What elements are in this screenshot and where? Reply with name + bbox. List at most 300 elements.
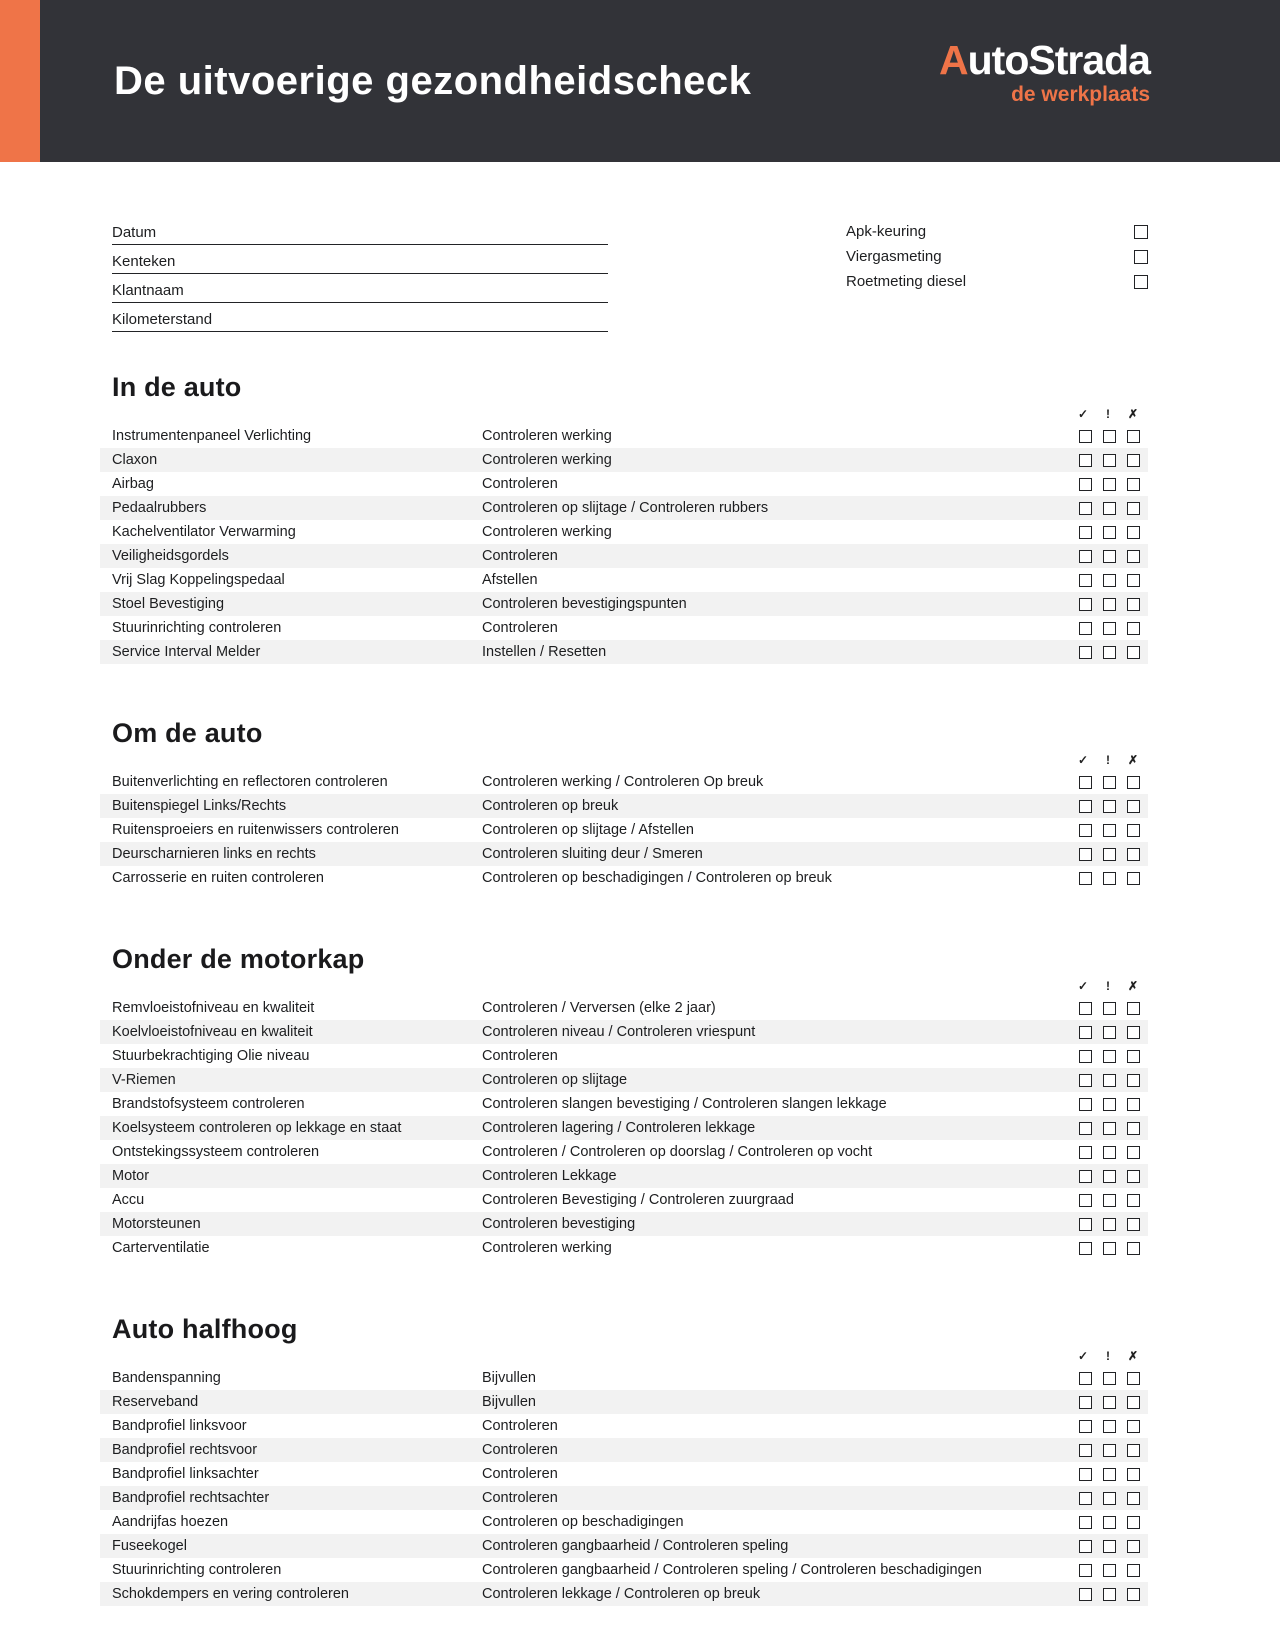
checkbox-warn[interactable]: [1103, 800, 1116, 813]
row-checkboxes: [1079, 1420, 1140, 1433]
table-row: [100, 1438, 1148, 1462]
checkbox-fail[interactable]: [1127, 646, 1140, 659]
row-item-label: Bandprofiel rechtsachter: [112, 1490, 270, 1506]
checkbox-warn[interactable]: [1103, 776, 1116, 789]
table-row: [100, 1236, 1148, 1260]
table-row: [100, 770, 1148, 794]
row-item-label: Deurscharnieren links en rechts: [112, 846, 316, 862]
row-checkboxes: [1079, 1218, 1140, 1231]
row-checkboxes: [1079, 1026, 1140, 1039]
roetmeting-diesel-checkbox[interactable]: [1134, 275, 1148, 289]
checkbox-ok[interactable]: [1079, 1002, 1092, 1015]
table-row: [100, 496, 1148, 520]
checkbox-fail[interactable]: [1127, 478, 1140, 491]
checkbox-warn[interactable]: [1103, 824, 1116, 837]
row-checkboxes: [1079, 824, 1140, 837]
cross-icon: ✗: [1127, 979, 1139, 993]
checkbox-ok[interactable]: [1079, 1242, 1092, 1255]
table-row: [100, 866, 1148, 890]
checkbox-warn[interactable]: [1103, 430, 1116, 443]
row-item-label: Reserveband: [112, 1394, 199, 1410]
viergasmeting-checkbox[interactable]: [1134, 250, 1148, 264]
checkbox-warn[interactable]: [1103, 1002, 1116, 1015]
table-row: [100, 424, 1148, 448]
section-title: Om de auto: [112, 718, 263, 748]
checkbox-fail[interactable]: [1127, 1122, 1140, 1135]
row-item-label: Remvloeistofniveau en kwaliteit: [112, 1000, 315, 1016]
field-kenteken-label: Kenteken: [112, 253, 176, 270]
table-row: [100, 1212, 1148, 1236]
option-apk-keuring-label: Apk-keuring: [846, 223, 927, 240]
table-row: [100, 592, 1148, 616]
checkbox-warn[interactable]: [1103, 622, 1116, 635]
check-icon: ✓: [1077, 753, 1089, 767]
checkbox-warn[interactable]: [1103, 1492, 1116, 1505]
row-action-label: Controleren: [482, 1490, 558, 1506]
row-checkboxes: [1079, 1194, 1140, 1207]
row-checkboxes: [1079, 1468, 1140, 1481]
checkbox-warn[interactable]: [1103, 1122, 1116, 1135]
row-action-label: Controleren lekkage / Controleren op breuk: [482, 1586, 761, 1602]
row-action-label: Controleren Bevestiging / Controleren zuurgraad: [482, 1192, 794, 1208]
cross-icon: ✗: [1127, 407, 1139, 421]
checkbox-ok[interactable]: [1079, 800, 1092, 813]
row-action-label: Controleren / Controleren op doorslag / Controleren op vocht: [482, 1144, 873, 1160]
row-item-label: Bandprofiel rechtsvoor: [112, 1442, 258, 1458]
table-row: [100, 1558, 1148, 1582]
checkbox-ok[interactable]: [1079, 1122, 1092, 1135]
checkbox-warn[interactable]: [1103, 1588, 1116, 1601]
table-row: [100, 1068, 1148, 1092]
row-item-label: Bandprofiel linksvoor: [112, 1418, 247, 1434]
row-action-label: Controleren werking: [482, 524, 612, 540]
row-checkboxes: [1079, 478, 1140, 491]
row-checkboxes: [1079, 1146, 1140, 1159]
checkbox-warn[interactable]: [1103, 872, 1116, 885]
row-checkboxes: [1079, 454, 1140, 467]
table-row: [100, 842, 1148, 866]
row-item-label: Bandenspanning: [112, 1370, 221, 1386]
checkbox-ok[interactable]: [1079, 430, 1092, 443]
table-row: [100, 472, 1148, 496]
checkbox-warn[interactable]: [1103, 478, 1116, 491]
checkbox-ok[interactable]: [1079, 1468, 1092, 1481]
checkbox-ok[interactable]: [1079, 1026, 1092, 1039]
row-checkboxes: [1079, 1516, 1140, 1529]
checkbox-warn[interactable]: [1103, 1420, 1116, 1433]
row-checkboxes: [1079, 1372, 1140, 1385]
accent-stripe: [0, 0, 40, 162]
row-action-label: Controleren gangbaarheid / Controleren speling: [482, 1538, 789, 1554]
row-action-label: Controleren lagering / Controleren lekkage: [482, 1120, 756, 1136]
row-checkboxes: [1079, 1050, 1140, 1063]
checkbox-warn[interactable]: [1103, 1242, 1116, 1255]
row-action-label: Controleren: [482, 1442, 558, 1458]
check-icon: ✓: [1077, 407, 1089, 421]
exclamation-icon: !: [1106, 979, 1110, 993]
checkbox-ok[interactable]: [1079, 622, 1092, 635]
table-row: [100, 1116, 1148, 1140]
checkbox-fail[interactable]: [1127, 622, 1140, 635]
checkbox-ok[interactable]: [1079, 646, 1092, 659]
checkbox-ok[interactable]: [1079, 1540, 1092, 1553]
row-checkboxes: [1079, 1074, 1140, 1087]
checkbox-ok[interactable]: [1079, 1170, 1092, 1183]
table-row: [100, 640, 1148, 664]
logo-tagline: de werkplaats: [1011, 83, 1150, 106]
row-item-label: Vrij Slag Koppelingspedaal: [112, 572, 285, 588]
row-checkboxes: [1079, 1242, 1140, 1255]
checkbox-ok[interactable]: [1079, 454, 1092, 467]
option-apk-keuring: [846, 219, 1148, 244]
document-header: [0, 0, 1280, 162]
logo-accent-letter: A: [939, 37, 968, 83]
checkbox-warn[interactable]: [1103, 646, 1116, 659]
checkbox-fail[interactable]: [1127, 1242, 1140, 1255]
checkbox-fail[interactable]: [1127, 776, 1140, 789]
row-item-label: Aandrijfas hoezen: [112, 1514, 229, 1530]
checkbox-ok[interactable]: [1079, 872, 1092, 885]
row-action-label: Controleren niveau / Controleren vriespunt: [482, 1024, 756, 1040]
field-kenteken[interactable]: [112, 245, 608, 274]
check-icon: ✓: [1077, 979, 1089, 993]
checkbox-ok[interactable]: [1079, 550, 1092, 563]
row-item-label: Buitenverlichting en reflectoren controleren: [112, 774, 388, 790]
table-row: [100, 1582, 1148, 1606]
row-checkboxes: [1079, 1540, 1140, 1553]
checkbox-fail[interactable]: [1127, 1396, 1140, 1409]
checkbox-ok[interactable]: [1079, 502, 1092, 515]
row-checkboxes: [1079, 1002, 1140, 1015]
table-row: [100, 1164, 1148, 1188]
status-column-icons: [100, 753, 1148, 767]
checkbox-fail[interactable]: [1127, 848, 1140, 861]
table-row: [100, 1020, 1148, 1044]
checkbox-warn[interactable]: [1103, 598, 1116, 611]
logo-brand-text: utoStrada: [967, 37, 1150, 83]
table-row: [100, 520, 1148, 544]
row-item-label: Pedaalrubbers: [112, 500, 207, 516]
checkbox-fail[interactable]: [1127, 430, 1140, 443]
checkbox-fail[interactable]: [1127, 1492, 1140, 1505]
checkbox-warn[interactable]: [1103, 1564, 1116, 1577]
table-row: [100, 616, 1148, 640]
table-row: [100, 1366, 1148, 1390]
row-item-label: Fuseekogel: [112, 1538, 187, 1554]
checkbox-ok[interactable]: [1079, 1372, 1092, 1385]
checkbox-ok[interactable]: [1079, 1074, 1092, 1087]
status-column-icons: [100, 1349, 1148, 1363]
row-item-label: Stuurinrichting controleren: [112, 1562, 282, 1578]
checkbox-ok[interactable]: [1079, 478, 1092, 491]
table-row: [100, 794, 1148, 818]
checkbox-warn[interactable]: [1103, 1098, 1116, 1111]
row-action-label: Controleren: [482, 1418, 558, 1434]
logo-brand: [939, 37, 1150, 83]
row-action-label: Controleren: [482, 1466, 558, 1482]
checkbox-ok[interactable]: [1079, 526, 1092, 539]
section-title: In de auto: [112, 372, 242, 402]
row-item-label: Accu: [112, 1192, 145, 1208]
row-item-label: Carrosserie en ruiten controleren: [112, 870, 324, 886]
row-action-label: Controleren gangbaarheid / Controleren speling / Controleren beschadigingen: [482, 1562, 982, 1578]
option-viergasmeting: [846, 244, 1148, 269]
row-checkboxes: [1079, 1492, 1140, 1505]
checkbox-warn[interactable]: [1103, 1194, 1116, 1207]
exclamation-icon: !: [1106, 1349, 1110, 1363]
row-checkboxes: [1079, 872, 1140, 885]
checkbox-fail[interactable]: [1127, 1026, 1140, 1039]
row-action-label: Controleren Lekkage: [482, 1168, 617, 1184]
checkbox-warn[interactable]: [1103, 526, 1116, 539]
row-item-label: Airbag: [112, 476, 154, 492]
checkbox-fail[interactable]: [1127, 1420, 1140, 1433]
row-item-label: Claxon: [112, 452, 158, 468]
checkbox-ok[interactable]: [1079, 1098, 1092, 1111]
checkbox-warn[interactable]: [1103, 1516, 1116, 1529]
checkbox-fail[interactable]: [1127, 598, 1140, 611]
row-checkboxes: [1079, 800, 1140, 813]
field-datum[interactable]: [112, 216, 608, 245]
checkbox-fail[interactable]: [1127, 1002, 1140, 1015]
checkbox-warn[interactable]: [1103, 1218, 1116, 1231]
row-item-label: Kachelventilator Verwarming: [112, 524, 296, 540]
checkbox-fail[interactable]: [1127, 1564, 1140, 1577]
form-area: [112, 216, 1148, 332]
checkbox-ok[interactable]: [1079, 1492, 1092, 1505]
checkbox-warn[interactable]: [1103, 1170, 1116, 1183]
row-item-label: V-Riemen: [112, 1072, 176, 1088]
checkbox-fail[interactable]: [1127, 1098, 1140, 1111]
table-row: [100, 1044, 1148, 1068]
checkbox-warn[interactable]: [1103, 550, 1116, 563]
row-item-label: Motor: [112, 1168, 150, 1184]
row-checkboxes: [1079, 622, 1140, 635]
section-in-de-auto: [100, 372, 1148, 664]
field-kilometerstand-label: Kilometerstand: [112, 311, 213, 328]
table-row: [100, 1414, 1148, 1438]
row-checkboxes: [1079, 1170, 1140, 1183]
row-item-label: Schokdempers en vering controleren: [112, 1586, 349, 1602]
field-klantnaam[interactable]: [112, 274, 608, 303]
exclamation-icon: !: [1106, 753, 1110, 767]
checkbox-ok[interactable]: [1079, 1444, 1092, 1457]
checkbox-fail[interactable]: [1127, 1468, 1140, 1481]
checkbox-warn[interactable]: [1103, 1444, 1116, 1457]
row-action-label: Bijvullen: [482, 1370, 536, 1386]
row-item-label: Stuurbekrachtiging Olie niveau: [112, 1048, 310, 1064]
checkbox-warn[interactable]: [1103, 502, 1116, 515]
row-action-label: Controleren sluiting deur / Smeren: [482, 846, 703, 862]
checkbox-warn[interactable]: [1103, 848, 1116, 861]
table-row: [100, 448, 1148, 472]
row-item-label: Bandprofiel linksachter: [112, 1466, 259, 1482]
status-column-icons: [100, 979, 1148, 993]
checkbox-ok[interactable]: [1079, 1588, 1092, 1601]
row-checkboxes: [1079, 1564, 1140, 1577]
checkbox-fail[interactable]: [1127, 1444, 1140, 1457]
row-item-label: Instrumentenpaneel Verlichting: [112, 428, 312, 444]
checkbox-ok[interactable]: [1079, 574, 1092, 587]
row-checkboxes: [1079, 598, 1140, 611]
checkbox-warn[interactable]: [1103, 454, 1116, 467]
table-row: [100, 1510, 1148, 1534]
row-action-label: Bijvullen: [482, 1394, 536, 1410]
checkbox-fail[interactable]: [1127, 1540, 1140, 1553]
checkbox-ok[interactable]: [1079, 598, 1092, 611]
checkbox-ok[interactable]: [1079, 776, 1092, 789]
checkbox-ok[interactable]: [1079, 824, 1092, 837]
option-checks: [846, 216, 1148, 332]
checkbox-ok[interactable]: [1079, 1194, 1092, 1207]
checkbox-warn[interactable]: [1103, 1026, 1116, 1039]
table-row: [100, 1486, 1148, 1510]
page-title: De uitvoerige gezondheidscheck: [114, 58, 752, 103]
row-checkboxes: [1079, 574, 1140, 587]
row-checkboxes: [1079, 550, 1140, 563]
checkbox-warn[interactable]: [1103, 1146, 1116, 1159]
checkbox-warn[interactable]: [1103, 1372, 1116, 1385]
checkbox-ok[interactable]: [1079, 1564, 1092, 1577]
checkbox-ok[interactable]: [1079, 848, 1092, 861]
row-item-label: Stuurinrichting controleren: [112, 620, 282, 636]
checkbox-ok[interactable]: [1079, 1420, 1092, 1433]
row-item-label: Carterventilatie: [112, 1240, 210, 1256]
row-action-label: Controleren: [482, 1048, 558, 1064]
table-row: [100, 1140, 1148, 1164]
row-action-label: Controleren op slijtage / Afstellen: [482, 822, 694, 838]
row-item-label: Ruitensproeiers en ruitenwissers controleren: [112, 822, 399, 838]
row-action-label: Controleren bevestiging: [482, 1216, 636, 1232]
checkbox-fail[interactable]: [1127, 550, 1140, 563]
row-checkboxes: [1079, 1444, 1140, 1457]
row-checkboxes: [1079, 1396, 1140, 1409]
row-item-label: Ontstekingssysteem controleren: [112, 1144, 320, 1160]
row-action-label: Controleren werking: [482, 452, 612, 468]
section-title: Onder de motorkap: [112, 944, 365, 974]
checkbox-fail[interactable]: [1127, 1372, 1140, 1385]
option-roetmeting-diesel: [846, 269, 1148, 294]
field-klantnaam-label: Klantnaam: [112, 282, 184, 299]
row-item-label: Motorsteunen: [112, 1216, 201, 1232]
section-auto-halfhoog: [100, 1314, 1148, 1606]
field-kilometerstand[interactable]: [112, 303, 608, 332]
table-row: [100, 544, 1148, 568]
checkbox-warn[interactable]: [1103, 1468, 1116, 1481]
checkbox-fail[interactable]: [1127, 1218, 1140, 1231]
row-checkboxes: [1079, 430, 1140, 443]
autostrada-logo: [939, 37, 1150, 106]
row-checkboxes: [1079, 526, 1140, 539]
table-row: [100, 996, 1148, 1020]
write-in-fields: [112, 216, 608, 332]
table-row: [100, 1534, 1148, 1558]
row-action-label: Controleren / Verversen (elke 2 jaar): [482, 1000, 716, 1016]
checkbox-warn[interactable]: [1103, 1396, 1116, 1409]
checkbox-fail[interactable]: [1127, 574, 1140, 587]
row-item-label: Koelsysteem controleren op lekkage en staat: [112, 1120, 402, 1136]
row-checkboxes: [1079, 1588, 1140, 1601]
row-checkboxes: [1079, 646, 1140, 659]
row-action-label: Controleren werking: [482, 428, 612, 444]
checkbox-warn[interactable]: [1103, 1540, 1116, 1553]
cross-icon: ✗: [1127, 1349, 1139, 1363]
checkbox-warn[interactable]: [1103, 1074, 1116, 1087]
checkbox-fail[interactable]: [1127, 824, 1140, 837]
checkbox-fail[interactable]: [1127, 1146, 1140, 1159]
row-action-label: Controleren op beschadigingen / Controleren op breuk: [482, 870, 832, 886]
checkbox-ok[interactable]: [1079, 1050, 1092, 1063]
checkbox-fail[interactable]: [1127, 454, 1140, 467]
checkbox-warn[interactable]: [1103, 1050, 1116, 1063]
checkbox-fail[interactable]: [1127, 1050, 1140, 1063]
checkbox-fail[interactable]: [1127, 800, 1140, 813]
checkbox-warn[interactable]: [1103, 574, 1116, 587]
checkbox-fail[interactable]: [1127, 1516, 1140, 1529]
row-item-label: Buitenspiegel Links/Rechts: [112, 798, 287, 814]
row-action-label: Instellen / Resetten: [482, 644, 607, 660]
row-checkboxes: [1079, 1098, 1140, 1111]
option-roetmeting-diesel-label: Roetmeting diesel: [846, 273, 967, 290]
row-checkboxes: [1079, 1122, 1140, 1135]
row-action-label: Controleren op beschadigingen: [482, 1514, 684, 1530]
row-action-label: Controleren: [482, 548, 558, 564]
table-row: [100, 568, 1148, 592]
checkbox-fail[interactable]: [1127, 526, 1140, 539]
row-action-label: Controleren op slijtage: [482, 1072, 628, 1088]
checkbox-fail[interactable]: [1127, 1074, 1140, 1087]
row-item-label: Stoel Bevestiging: [112, 596, 225, 612]
table-row: [100, 818, 1148, 842]
option-viergasmeting-label: Viergasmeting: [846, 248, 942, 265]
table-row: [100, 1390, 1148, 1414]
row-item-label: Veiligheidsgordels: [112, 548, 229, 564]
checkbox-fail[interactable]: [1127, 1170, 1140, 1183]
row-action-label: Afstellen: [482, 572, 538, 588]
section-onder-de-motorkap: [100, 944, 1148, 1260]
apk-keuring-checkbox[interactable]: [1134, 225, 1148, 239]
row-action-label: Controleren werking / Controleren Op breuk: [482, 774, 764, 790]
row-checkboxes: [1079, 776, 1140, 789]
section-title: Auto halfhoog: [112, 1314, 298, 1344]
row-item-label: Koelvloeistofniveau en kwaliteit: [112, 1024, 313, 1040]
checkbox-fail[interactable]: [1127, 1588, 1140, 1601]
row-action-label: Controleren: [482, 620, 558, 636]
row-action-label: Controleren op breuk: [482, 798, 619, 814]
field-datum-label: Datum: [112, 224, 157, 241]
row-checkboxes: [1079, 502, 1140, 515]
status-column-icons: [100, 407, 1148, 421]
checkbox-ok[interactable]: [1079, 1396, 1092, 1409]
checkbox-ok[interactable]: [1079, 1516, 1092, 1529]
checkbox-ok[interactable]: [1079, 1146, 1092, 1159]
table-row: [100, 1462, 1148, 1486]
row-action-label: Controleren: [482, 476, 558, 492]
row-action-label: Controleren werking: [482, 1240, 612, 1256]
exclamation-icon: !: [1106, 407, 1110, 421]
row-item-label: Service Interval Melder: [112, 644, 261, 660]
section-om-de-auto: [100, 718, 1148, 890]
cross-icon: ✗: [1127, 753, 1139, 767]
table-row: [100, 1092, 1148, 1116]
row-action-label: Controleren slangen bevestiging / Controleren slangen lekkage: [482, 1096, 887, 1112]
row-action-label: Controleren op slijtage / Controleren rubbers: [482, 500, 769, 516]
checkbox-fail[interactable]: [1127, 1194, 1140, 1207]
checkbox-fail[interactable]: [1127, 872, 1140, 885]
checkbox-ok[interactable]: [1079, 1218, 1092, 1231]
checkbox-fail[interactable]: [1127, 502, 1140, 515]
check-icon: ✓: [1077, 1349, 1089, 1363]
